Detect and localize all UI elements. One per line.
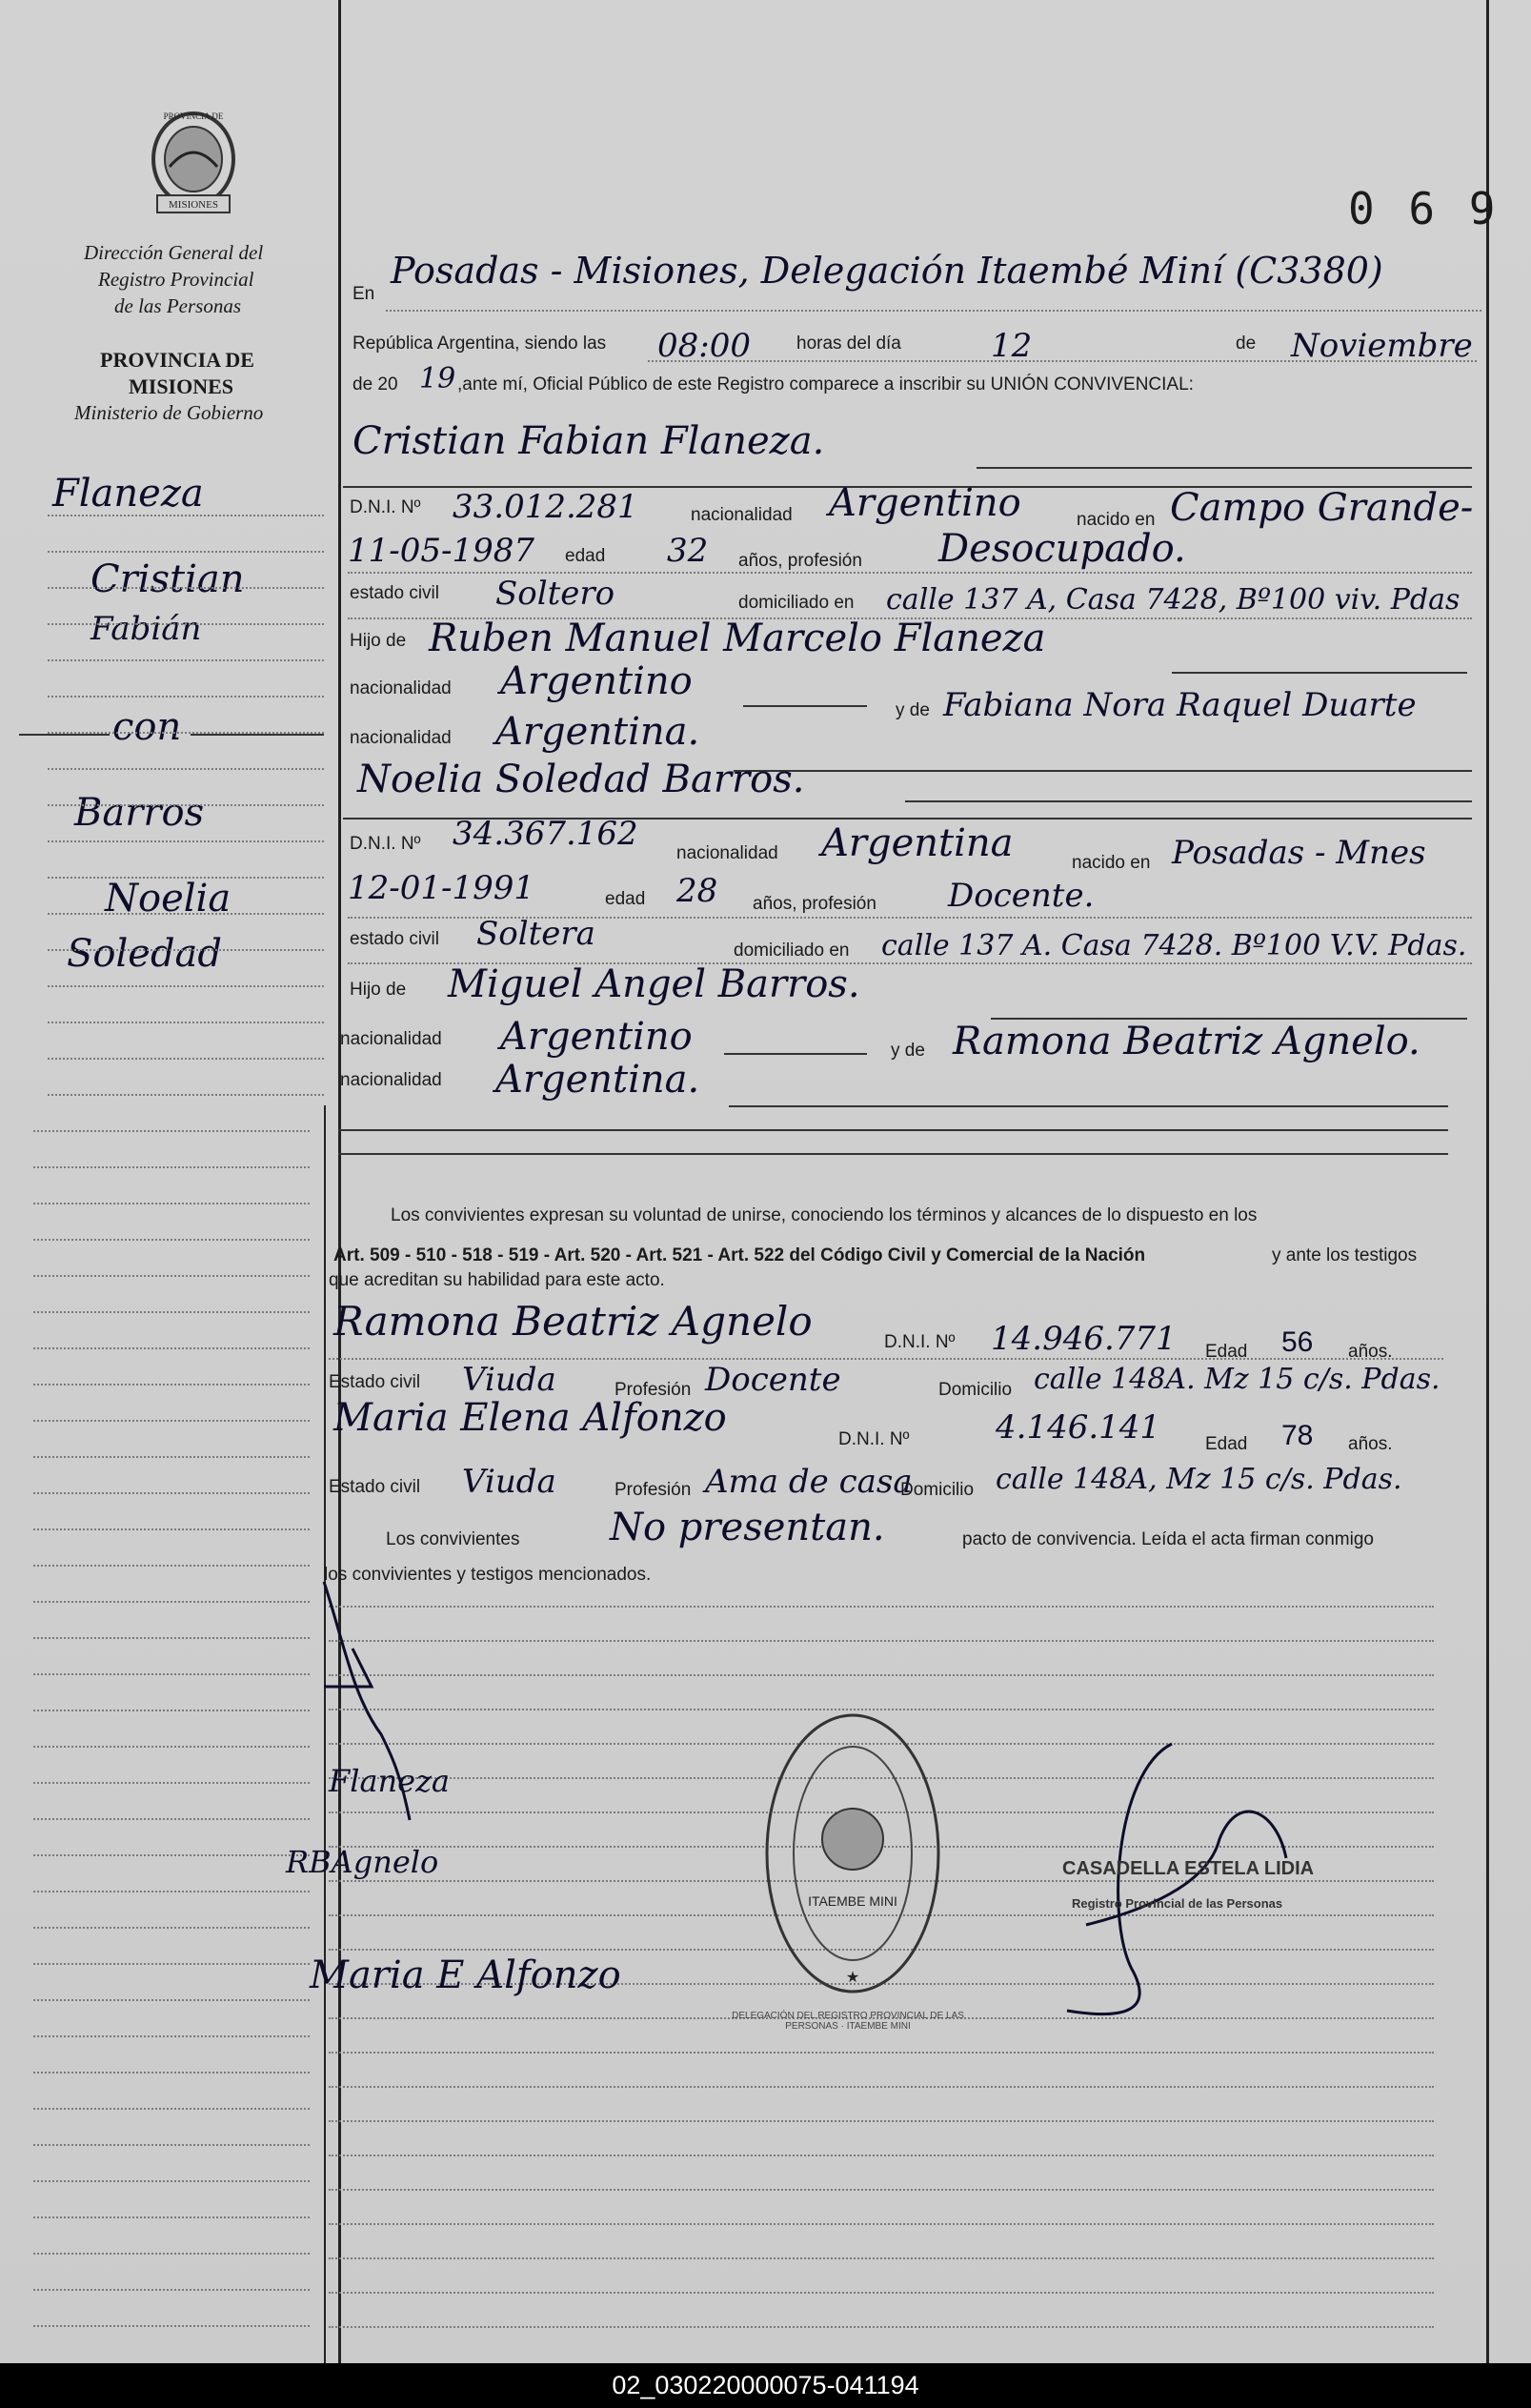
connector-line-2 [191,734,324,736]
p1-father-line [1172,672,1467,674]
logo-bottom-text: MISIONES [169,199,218,211]
w2-prof-label: Profesión [614,1480,692,1500]
p1-age: 32 [667,532,709,570]
comparece-text: ,ante mí, Oficial Público de este Registro comparece a inscribir su UNIÓN CONVIVENCIAL: [457,374,1194,395]
body-ruling-line [329,2155,1434,2156]
p2-father-nat: Argentino [500,1015,693,1059]
p2-dom-label: domiciliado en [734,941,850,961]
margin-ruling-line [33,1637,310,1639]
p1-born-label: nacido en [1077,510,1156,530]
margin-ruling-line [33,2325,310,2327]
p2-dni: 34.367.162 [453,815,638,853]
place-line [386,310,1481,312]
p1-hijo-label: Hijo de [350,631,407,651]
margin-ruling-line [48,732,324,734]
margin-ruling-line [33,1963,310,1965]
province-shield-logo [136,100,251,224]
p1-birthplace: Campo Grande- [1170,486,1474,530]
margin-ruling-line [48,913,324,915]
w2-profession: Ama de casa [705,1463,913,1501]
p1-yde-label: y de [896,700,930,720]
margin-ruling-line [48,877,324,879]
margin-name-2b: Soledad [67,932,223,976]
margin-ruling-line [33,2144,310,2146]
w1-dni-label: D.N.I. Nº [884,1332,956,1352]
official-name: CASADELLA ESTELA LIDIA [1062,1858,1315,1879]
statement-line-1: Los convivientes expresan su voluntad de unirse, conociendo los términos y alcances de lo dispuesto en los [391,1205,1258,1225]
p1-address: calle 137 A, Casa 7428, Bº100 viv. Pdas [886,583,1460,617]
margin-surname-2: Barros [74,791,205,835]
margin-ruling-line [33,1782,310,1784]
p2-edad-label: edad [605,889,646,909]
margin-ruling-line [33,1203,310,1204]
agency-line-3: de las Personas [114,294,241,317]
margin-ruling-line [33,1601,310,1603]
body-ruling-line [329,2052,1434,2054]
w2-civil: Viuda [462,1463,556,1501]
w1-dom-label: Domicilio [938,1380,1013,1400]
logo-top-text: PROVINCIA DE [163,111,224,121]
p1-nac-label-2: nacionalidad [350,678,452,698]
official-title: Registro Provincial de las Personas [1072,1896,1283,1911]
p2-father: Miguel Angel Barros. [448,962,860,1006]
w2-address: calle 148A, Mz 15 c/s. Pdas. [996,1463,1402,1496]
de20-label: de 20 [353,374,398,395]
margin-ruling-line [33,1891,310,1892]
w1-anos: años. [1348,1342,1393,1362]
agency-line-1: Dirección General del [84,241,264,264]
person2-fullname: Noelia Soledad Barros. [357,758,805,801]
body-ruling-line [329,2086,1434,2088]
body-ruling-line [329,2189,1434,2191]
p1-dni: 33.012.281 [453,488,638,526]
p2-born-label: nacido en [1072,853,1151,873]
w2-name: Maria Elena Alfonzo [333,1396,727,1440]
margin-ruling-line [48,804,324,806]
w2-age: 78 [1281,1420,1314,1451]
margin-ruling-line [33,1420,310,1422]
statement-line-2: Art. 509 - 510 - 518 - 519 - Art. 520 - Art. 521 - Art. 522 del Código Civil y Comercial de la Nación [333,1245,1146,1265]
w1-address: calle 148A. Mz 15 c/s. Pdas. [1034,1363,1440,1396]
official-signature [1048,1734,1362,2039]
body-ruling-line [329,2257,1434,2259]
person2-name-line [905,800,1472,802]
right-edge-rule [1486,0,1489,2363]
svg-text:★: ★ [845,1970,860,1986]
signature-4: Maria E Alfonzo [310,1953,621,1997]
margin-connector: con [112,705,182,749]
margin-ruling-line [33,1710,310,1711]
w2-civil-label: Estado civil [329,1477,421,1497]
person1-name-line [977,467,1472,469]
month-value: Noviembre [1291,327,1473,365]
rep-line [648,360,1477,362]
seal-caption: DELEGACIÓN DEL REGISTRO PROVINCIAL DE LAS PERSONAS · ITAEMBE MINI [732,2011,964,2032]
body-ruling-line [329,2120,1434,2122]
margin-ruling-line [48,949,324,951]
body-ruling-line [329,1640,1434,1642]
margin-ruling-line [48,1094,324,1096]
p1-dom-label: domiciliado en [738,593,855,613]
w1-profession: Docente [705,1361,841,1399]
signature-3: RBAgnelo [286,1844,439,1880]
block-end-line-1 [338,1129,1448,1131]
w2-dni-label: D.N.I. Nº [838,1429,910,1449]
body-ruling-line [329,2223,1434,2225]
p2-yde-label: y de [891,1041,925,1061]
margin-ruling-line [33,1528,310,1530]
p1-birthdate: 11-05-1987 [348,532,535,570]
margin-ruling-line [33,2035,310,2037]
de-label: de [1236,334,1257,354]
margin-ruling-line [33,1673,310,1675]
statement-line-2b: y ante los testigos [1272,1245,1418,1265]
statement-line-3: que acreditan su habilidad para este acto. [329,1270,665,1290]
p1-nationality: Argentino [829,481,1021,525]
closing-label: Los convivientes [386,1529,520,1549]
margin-ruling-line [33,2289,310,2291]
ministry-line: Ministerio de Gobierno [74,401,264,424]
margin-ruling-line [33,1130,310,1132]
p2-mother-nat: Argentina. [495,1058,700,1102]
margin-ruling-line [33,1999,310,2001]
p2-civil: Soltera [476,915,595,953]
margin-ruling-line [33,1347,310,1349]
registry-seal [762,1710,943,1996]
p1-line-2 [348,572,1472,574]
body-ruling-line [329,1674,1434,1676]
w2-dom-label: Domicilio [900,1480,975,1500]
margin-ruling-line [33,1384,310,1386]
act-number: 0 6 9 [1348,183,1500,234]
margin-name-1a: Cristian [91,557,245,601]
margin-name-1b: Fabián [91,610,202,648]
p2-nac-label-3: nacionalidad [340,1070,442,1090]
p1-father: Ruben Manuel Marcelo Flaneza [429,617,1046,660]
en-label: En [353,284,375,304]
margin-ruling-line [33,1166,310,1168]
closing-line-2: los convivientes y testigos mencionados. [324,1565,652,1585]
p1-civil: Soltero [495,575,615,613]
time-value: 08:00 [657,327,751,365]
body-ruling-line [329,1606,1434,1608]
p2-nac-label: nacionalidad [676,843,778,863]
w1-age: 56 [1281,1326,1314,1358]
signature-1: Flaneza [329,1763,450,1799]
horas-label: horas del día [796,334,901,354]
p1-nac-label: nacionalidad [691,505,793,525]
p2-dni-label: D.N.I. Nº [350,834,421,854]
p1-edad-label: edad [565,546,606,566]
place-value: Posadas - Misiones, Delegación Itaembé Miní (C3380) [391,250,1383,292]
margin-ruling-line [48,1022,324,1023]
p1-mother-nat-line [734,770,1472,772]
margin-ruling-line [33,1311,310,1313]
w1-line-1 [329,1358,1443,1360]
block-end-line-2 [338,1153,1448,1155]
w1-civil-label: Estado civil [329,1372,421,1392]
margin-ruling-line [48,985,324,987]
left-margin-rule [338,0,341,2363]
margin-ruling-line [48,659,324,661]
connector-line [19,734,110,736]
margin-ruling-line [33,1456,310,1458]
p1-father-nat: Argentino [500,659,693,703]
margin-ruling-line [33,2180,310,2182]
p1-profession: Desocupado. [938,527,1186,571]
closing-value: No presentan. [610,1506,885,1549]
p1-civil-label: estado civil [350,583,439,603]
margin-ruling-line [48,1058,324,1060]
p1-mother: Fabiana Nora Raquel Duarte [943,686,1417,724]
margin-ruling-line [33,1854,310,1856]
p2-mother: Ramona Beatriz Agnelo. [953,1020,1420,1063]
document-code-footer: 02_030220000075-041194 [0,2363,1531,2408]
p2-hijo-label: Hijo de [350,980,407,1000]
p1-nac-label-3: nacionalidad [350,728,452,748]
p2-birthplace: Posadas - Mnes [1172,834,1426,872]
margin-ruling-line [48,587,324,589]
p2-nac-label-2: nacionalidad [340,1029,442,1049]
margin-ruling-line [33,2216,310,2218]
w2-anos: años. [1348,1434,1393,1454]
svg-text:ITAEMBE MINI: ITAEMBE MINI [808,1893,897,1909]
closing-rest: pacto de convivencia. Leída el acta firman conmigo [962,1529,1374,1549]
margin-ruling-line [48,768,324,770]
margin-ruling-line [33,2072,310,2074]
p1-anos-label: años, profesión [738,551,862,571]
margin-ruling-line [48,515,324,516]
w1-edad-label: Edad [1205,1342,1248,1362]
person1-fullname: Cristian Fabian Flaneza. [353,419,825,463]
margin-ruling-line [33,1746,310,1748]
p2-nationality: Argentina [821,821,1014,865]
p2-address: calle 137 A. Casa 7428. Bº100 V.V. Pdas. [881,929,1467,962]
body-ruling-line [329,2326,1434,2328]
margin-ruling-line [48,551,324,553]
w2-edad-label: Edad [1205,1434,1248,1454]
year-value: 19 [419,362,456,395]
p1-father-nat-line [743,705,867,707]
margin-ruling-line [48,623,324,625]
rep-label: República Argentina, siendo las [353,334,607,354]
province-line-1: PROVINCIA DE [100,348,254,372]
margin-ruling-line [48,840,324,842]
margin-surname-1: Flaneza [52,472,204,516]
day-value: 12 [991,327,1033,365]
p2-mother-nat-line [729,1105,1448,1107]
p1-mother-nat: Argentina. [495,710,700,754]
margin-ruling-line [48,696,324,698]
province-line-2: MISIONES [129,374,234,398]
margin-ruling-line [33,1239,310,1241]
margin-ruling-line [33,2108,310,2110]
w2-dni: 4.146.141 [996,1408,1161,1447]
p2-father-nat-line [724,1053,867,1055]
p2-civil-label: estado civil [350,929,439,949]
margin-ruling-line [33,1565,310,1567]
p2-anos-label: años, profesión [753,894,876,914]
margin-ruling-line [33,2253,310,2255]
margin-ruling-line [33,1275,310,1277]
p2-age: 28 [676,872,718,910]
body-ruling-line [329,2292,1434,2294]
agency-line-2: Registro Provincial [98,268,254,291]
margin-ruling-line [33,1818,310,1820]
p2-profession: Docente. [948,877,1095,915]
p2-birthdate: 12-01-1991 [348,869,535,907]
margin-ruling-line [33,1492,310,1494]
w1-dni: 14.946.771 [991,1320,1177,1358]
p1-dni-label: D.N.I. Nº [350,497,421,517]
margin-ruling-line [33,1927,310,1929]
w1-name: Ramona Beatriz Agnelo [333,1298,813,1345]
margin-name-2a: Noelia [105,877,232,921]
w1-civil: Viuda [462,1361,556,1399]
w1-prof-label: Profesión [614,1380,692,1400]
